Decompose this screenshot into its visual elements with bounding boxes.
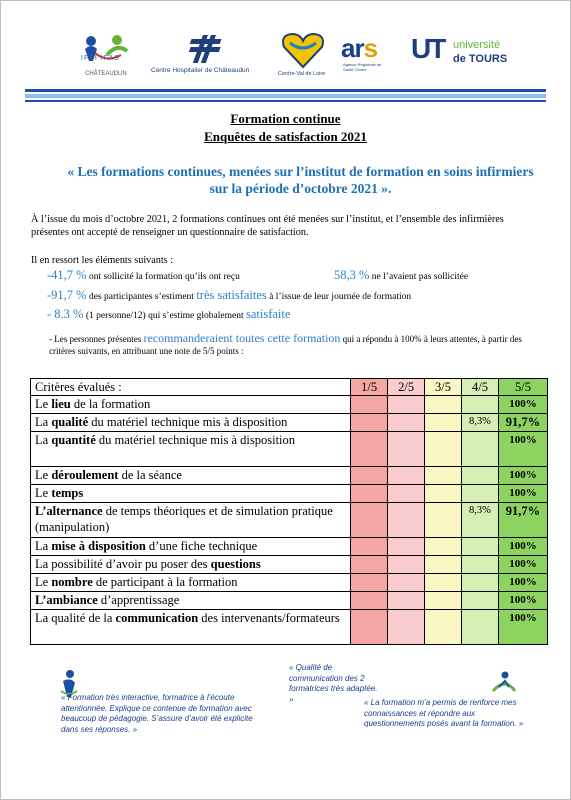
score-2-cell <box>388 556 425 574</box>
ars-logo-accent: s <box>363 33 378 63</box>
criterion-text: Le <box>35 468 52 482</box>
score-2-cell <box>388 503 425 538</box>
table-row <box>31 538 548 556</box>
criterion-keyword: L’ambiance <box>35 593 98 607</box>
score-5-cell: 91,7% <box>498 503 547 538</box>
university-logo-line2: de TOURS <box>453 53 508 65</box>
score-3-cell <box>425 467 462 485</box>
score-5-cell: 100% <box>498 485 547 503</box>
ifsi-logo <box>71 33 143 79</box>
hospital-logo-text: Centre Hospitalier de Châteaudun <box>151 67 250 74</box>
score-4-cell <box>462 574 499 592</box>
criterion-keyword: mise à disposition <box>51 539 146 553</box>
header-score-5: 5/5 <box>498 379 547 396</box>
stat-1b-value: 58,3 % <box>334 268 370 282</box>
score-5-cell: 100% <box>498 538 547 556</box>
score-2-cell <box>388 574 425 592</box>
score-2-cell <box>388 396 425 414</box>
score-4-cell <box>462 538 499 556</box>
stat-1b-text: ne l’avaient pas sollicitée <box>369 272 469 282</box>
score-4-cell <box>462 467 499 485</box>
header-criteria: Critères évalués : <box>31 379 351 396</box>
score-5-cell: 100% <box>498 592 547 610</box>
ars-logo-subtitle: Agence Régionale de Santé Centre <box>343 62 382 72</box>
criterion-cell <box>31 467 351 485</box>
stat-line-1 <box>47 268 240 283</box>
score-2-cell <box>388 485 425 503</box>
header-score-3: 3/5 <box>425 379 462 396</box>
table-row <box>31 574 548 592</box>
region-logo <box>276 31 336 81</box>
score-1-cell <box>351 610 388 645</box>
score-4-cell <box>462 610 499 645</box>
table-row <box>31 592 548 610</box>
criterion-keyword: questions <box>210 557 261 571</box>
table-row <box>31 467 548 485</box>
note-text-b: qui a répondu à 100% à leurs attentes, à partir des critères suivants, en attribuant une note de 5/5 points : <box>49 334 522 356</box>
score-5-cell: 100% <box>498 574 547 592</box>
criterion-cell <box>31 503 351 538</box>
score-3-cell <box>425 538 462 556</box>
header-band-top <box>25 89 546 92</box>
criterion-keyword: communication <box>115 611 199 625</box>
score-1-cell <box>351 396 388 414</box>
table-row <box>31 414 548 432</box>
score-2-cell <box>388 414 425 432</box>
university-logo-line1: université <box>453 39 501 51</box>
score-3-cell <box>425 432 462 467</box>
note-text-a: - Les personnes présentes <box>49 334 144 344</box>
criterion-keyword: lieu <box>51 397 71 411</box>
score-3-cell <box>425 414 462 432</box>
stat-1-text: ont sollicité la formation qu’ils ont reçu <box>86 272 240 282</box>
criterion-text: La possibilité d’avoir pu poser des <box>35 557 211 571</box>
score-1-cell <box>351 538 388 556</box>
header-band-middle <box>25 94 546 98</box>
ars-logo-mark <box>341 33 377 64</box>
score-2-cell <box>388 538 425 556</box>
intro-paragraph: À l’issue du mois d’octobre 2021, 2 formations continues ont été menées sur l’institut, et l’ensemble des infirmières présentes ont accepté de renseigner un questionnaire de satisfaction. <box>31 214 504 238</box>
score-2-cell <box>388 610 425 645</box>
score-3-cell <box>425 610 462 645</box>
table-row <box>31 396 548 414</box>
criterion-text: Le <box>35 486 52 500</box>
criterion-keyword: déroulement <box>51 468 119 482</box>
table-row <box>31 432 548 467</box>
score-3-cell <box>425 574 462 592</box>
score-5-cell: 100% <box>498 396 547 414</box>
criterion-cell <box>31 414 351 432</box>
criterion-keyword: L’alternance <box>35 504 103 518</box>
criterion-text: du matériel technique mis à disposition <box>88 415 288 429</box>
criterion-text: du matériel technique mis à disposition <box>95 433 296 447</box>
criterion-text: La <box>35 415 52 429</box>
criterion-cell <box>31 396 351 414</box>
ars-logo <box>341 33 413 79</box>
criterion-cell <box>31 556 351 574</box>
score-1-cell <box>351 414 388 432</box>
score-5-cell: 91,7% <box>498 414 547 432</box>
header-score-1: 1/5 <box>351 379 388 396</box>
stat-line-3 <box>47 307 290 322</box>
criterion-cell <box>31 610 351 645</box>
criterion-cell <box>31 432 351 467</box>
recommendation-note <box>49 332 540 357</box>
stat-2-highlight: très satisfaites <box>196 288 267 302</box>
testimonial-2: « Formation très interactive, formatrice à l’écoute attentionnée. Explique ce contenue de formation avec beaucoup de pédagogie. S’assure d’avoir été explicite dans ses réponses. » <box>61 693 253 734</box>
criterion-keyword: quantité <box>51 433 96 447</box>
criterion-text: d’une fiche technique <box>145 539 258 553</box>
results-intro: Il en ressort les éléments suivants : <box>31 255 174 266</box>
score-1-cell <box>351 592 388 610</box>
criterion-keyword: nombre <box>51 575 93 589</box>
score-5-cell: 100% <box>498 467 547 485</box>
table-row <box>31 556 548 574</box>
stat-3-highlight: satisfaite <box>245 307 291 321</box>
criteria-table <box>30 378 548 645</box>
criterion-text: Le <box>35 575 52 589</box>
criterion-cell <box>31 538 351 556</box>
criterion-text: des intervenants/formateurs <box>198 611 340 625</box>
criterion-keyword: qualité <box>51 415 89 429</box>
score-1-cell <box>351 503 388 538</box>
criterion-text: de participant à la formation <box>92 575 238 589</box>
stat-line-1b <box>334 268 468 283</box>
score-1-cell <box>351 556 388 574</box>
score-5-cell: 100% <box>498 556 547 574</box>
criterion-text: de la séance <box>118 468 182 482</box>
table-row <box>31 610 548 645</box>
criterion-text: de la formation <box>70 397 151 411</box>
score-1-cell <box>351 432 388 467</box>
score-3-cell <box>425 556 462 574</box>
table-header-row <box>31 379 548 396</box>
criterion-text: La <box>35 539 52 553</box>
criterion-text: Le <box>35 397 52 411</box>
university-logo-mark: UT <box>411 33 445 64</box>
criterion-cell <box>31 592 351 610</box>
ifsi-logo-city: CHÂTEAUDUN <box>85 71 127 77</box>
ifsi-logo-text: IFSI IFAS <box>81 55 120 62</box>
criterion-keyword: temps <box>51 486 84 500</box>
criterion-text: La <box>35 433 52 447</box>
criterion-text: La qualité de la <box>35 611 116 625</box>
score-2-cell <box>388 467 425 485</box>
stat-3-text: (1 personne/12) qui s’estime globalement <box>83 311 246 321</box>
score-1-cell <box>351 574 388 592</box>
note-highlight: recommanderaient toutes cette formation <box>143 331 341 345</box>
score-4-cell <box>462 592 499 610</box>
table-row <box>31 503 548 538</box>
testimonial-3: « La formation m’a permis de renforce mes connaissances et répondre aux questionnements posés avant la formation. » <box>364 698 524 728</box>
header-score-4: 4/5 <box>462 379 499 396</box>
region-logo-text: Centre-Val de Loire <box>278 71 326 77</box>
score-4-cell <box>462 485 499 503</box>
score-4-cell <box>462 396 499 414</box>
logo-row <box>71 31 510 81</box>
score-4-cell <box>462 432 499 467</box>
stat-2-text-a: des participantes s’estiment <box>86 292 197 302</box>
stat-3-value: - 8.3 % <box>47 307 84 321</box>
score-2-cell <box>388 592 425 610</box>
document-subtitle: Enquêtes de satisfaction 2021 <box>204 129 367 144</box>
document-title: Formation continue <box>230 111 341 126</box>
header-band-bottom <box>25 100 546 102</box>
header-score-2: 2/5 <box>388 379 425 396</box>
university-logo <box>411 33 521 79</box>
criterion-text: de temps théoriques et de simulation pratique (manipulation) <box>35 504 333 534</box>
score-3-cell <box>425 485 462 503</box>
person-icon-right <box>491 671 517 695</box>
stat-2-text-b: à l’issue de leur journée de formation <box>266 292 412 302</box>
stat-1-value: -41,7 % <box>47 268 87 282</box>
score-1-cell <box>351 485 388 503</box>
score-5-cell: 100% <box>498 432 547 467</box>
ars-logo-letters: ar <box>341 33 364 63</box>
score-4-cell: 8,3% <box>462 414 499 432</box>
criterion-text: d’apprentissage <box>97 593 180 607</box>
stat-2-value: -91,7 % <box>47 288 87 302</box>
criterion-cell <box>31 574 351 592</box>
score-4-cell <box>462 556 499 574</box>
score-4-cell: 8,3% <box>462 503 499 538</box>
score-3-cell <box>425 503 462 538</box>
hospital-logo <box>151 31 261 81</box>
score-3-cell <box>425 592 462 610</box>
score-1-cell <box>351 467 388 485</box>
headline-quote: « Les formations continues, menées sur l’institut de formation en soins infirmiers sur la période d’octobre 2021 ». <box>67 164 534 196</box>
testimonial-1: « Qualité de communication des 2 formatrices très adaptée. » <box>289 663 378 704</box>
criterion-cell <box>31 485 351 503</box>
score-2-cell <box>388 432 425 467</box>
score-3-cell <box>425 396 462 414</box>
score-5-cell: 100% <box>498 610 547 645</box>
table-row <box>31 485 548 503</box>
stat-line-2 <box>47 288 411 303</box>
